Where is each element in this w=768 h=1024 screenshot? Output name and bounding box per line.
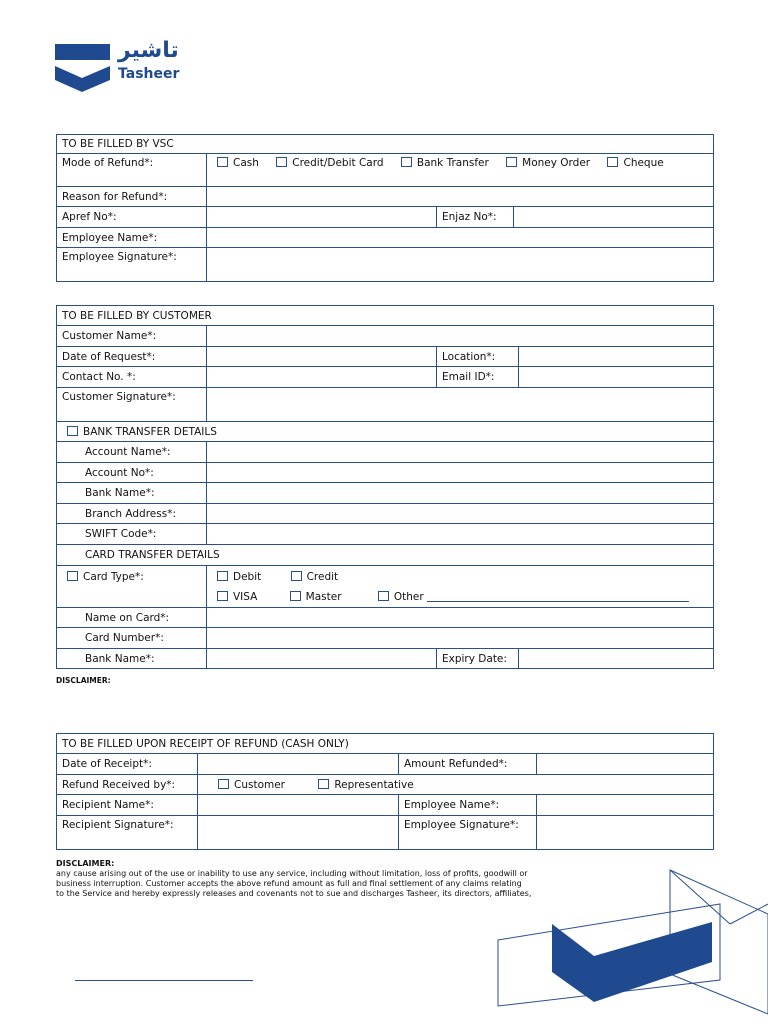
customer-name-field[interactable] [207,326,714,347]
reason-field[interactable] [207,187,714,207]
date-of-request-field[interactable] [207,347,437,367]
checkbox-icon[interactable] [291,571,302,581]
checkbox-icon[interactable] [290,591,301,601]
receipt-employee-name-label: Employee Name*: [399,795,537,816]
mode-of-refund-label: Mode of Refund*: [57,154,207,187]
name-on-card-label: Name on Card*: [57,608,207,628]
receipt-employee-name-field[interactable] [537,795,714,816]
location-label: Location*: [437,347,519,367]
checkbox-icon[interactable] [67,571,78,581]
decorative-brand-graphic [490,864,768,1024]
checkbox-icon[interactable] [67,426,78,436]
customer-name-label: Customer Name*: [57,326,207,347]
refund-mode-cheque[interactable]: Cheque [607,157,663,169]
card-type-debit[interactable]: Debit [217,571,261,583]
checkbox-icon[interactable] [217,571,228,581]
refund-mode-cash[interactable]: Cash [217,157,259,169]
tasheer-logo [54,38,184,94]
disclaimer-line: any cause arising out of the use or inability to use any service, including without limitation, loss of profits, goodwill or [56,869,528,878]
account-name-label: Account Name*: [57,442,207,463]
recipient-signature-label: Recipient Signature*: [57,816,198,850]
email-field[interactable] [519,367,714,388]
date-of-request-label: Date of Request*: [57,347,207,367]
checkbox-icon[interactable] [217,591,228,601]
card-network-master[interactable]: Master [290,591,342,603]
card-type-options [207,566,714,588]
customer-signature-label: Customer Signature*: [57,388,207,422]
contact-field[interactable] [207,367,437,388]
bank-transfer-header[interactable]: BANK TRANSFER DETAILS [57,422,714,442]
vsc-section [56,134,714,282]
customer-signature-field[interactable] [207,388,714,422]
bottom-signature-line [75,980,253,981]
other-specify-line[interactable] [427,591,689,602]
refund-mode-money-order[interactable]: Money Order [506,157,590,169]
logo-arabic-text: تاشير [118,38,179,63]
vsc-employee-name-field[interactable] [207,228,714,248]
receipt-header: TO BE FILLED UPON RECEIPT OF REFUND (CASH ONLY) [57,734,714,754]
checkbox-icon[interactable] [318,779,329,789]
logo-mark-icon [54,42,112,94]
amount-refunded-field[interactable] [537,754,714,775]
bank-name-field[interactable] [207,483,714,504]
account-no-field[interactable] [207,463,714,483]
card-network-visa[interactable]: VISA [217,591,257,603]
bottom-disclaimer-title: DISCLAIMER: [56,859,115,868]
branch-address-label: Branch Address*: [57,504,207,524]
refund-mode-bank-transfer[interactable]: Bank Transfer [401,157,489,169]
refund-mode-card[interactable]: Credit/Debit Card [276,157,383,169]
received-by-label: Refund Received by*: [57,775,198,795]
bank-name-label: Bank Name*: [57,483,207,504]
vsc-employee-name-label: Employee Name*: [57,228,207,248]
card-transfer-header: CARD TRANSFER DETAILS [57,545,714,566]
mode-of-refund-options [207,154,714,187]
enjaz-field[interactable] [514,207,714,228]
swift-code-field[interactable] [207,524,714,545]
received-by-customer[interactable]: Customer [218,779,285,791]
customer-section [56,305,714,669]
customer-header: TO BE FILLED BY CUSTOMER [57,306,714,326]
receipt-employee-signature-label: Employee Signature*: [399,816,537,850]
checkbox-icon[interactable] [378,591,389,601]
vsc-employee-signature-label: Employee Signature*: [57,248,207,282]
card-bank-name-label: Bank Name*: [57,649,207,669]
amount-refunded-label: Amount Refunded*: [399,754,537,775]
received-by-options [198,775,714,795]
date-of-receipt-label: Date of Receipt*: [57,754,198,775]
receipt-employee-signature-field[interactable] [537,816,714,850]
card-type-label[interactable]: Card Type*: [57,566,207,588]
checkbox-icon[interactable] [401,157,412,167]
disclaimer-line: business interruption. Customer accepts the above refund amount as full and final settlement of any claims relating [56,879,522,888]
received-by-representative[interactable]: Representative [318,779,413,791]
expiry-date-label: Expiry Date: [437,649,519,669]
name-on-card-field[interactable] [207,608,714,628]
checkbox-icon[interactable] [218,779,229,789]
email-label: Email ID*: [437,367,519,388]
card-number-field[interactable] [207,628,714,649]
receipt-section [56,733,714,850]
apref-label: Apref No*: [57,207,207,228]
swift-code-label: SWIFT Code*: [57,524,207,545]
disclaimer-label: DISCLAIMER: [56,676,111,685]
card-bank-name-field[interactable] [207,649,437,669]
branch-address-field[interactable] [207,504,714,524]
logo-latin-text: Tasheer [118,66,180,82]
apref-field[interactable] [207,207,437,228]
expiry-date-field[interactable] [519,649,714,669]
location-field[interactable] [519,347,714,367]
account-name-field[interactable] [207,442,714,463]
card-type-spacer [57,588,207,608]
checkbox-icon[interactable] [217,157,228,167]
reason-label: Reason for Refund*: [57,187,207,207]
checkbox-icon[interactable] [506,157,517,167]
card-network-other[interactable]: Other [378,591,689,603]
enjaz-label: Enjaz No*: [437,207,514,228]
vsc-header: TO BE FILLED BY VSC [57,135,714,154]
card-number-label: Card Number*: [57,628,207,649]
checkbox-icon[interactable] [276,157,287,167]
card-network-options [207,588,714,608]
recipient-signature-field[interactable] [198,816,399,850]
recipient-name-label: Recipient Name*: [57,795,198,816]
account-no-label: Account No*: [57,463,207,483]
checkbox-icon[interactable] [607,157,618,167]
date-of-receipt-field[interactable] [198,754,399,775]
card-type-credit[interactable]: Credit [291,571,339,583]
disclaimer-line: to the Service and hereby expressly releases and covenants not to sue and discharges Tasheer, its directors, affiliates, [56,889,532,898]
contact-label: Contact No. *: [57,367,207,388]
recipient-name-field[interactable] [198,795,399,816]
vsc-employee-signature-field[interactable] [207,248,714,282]
